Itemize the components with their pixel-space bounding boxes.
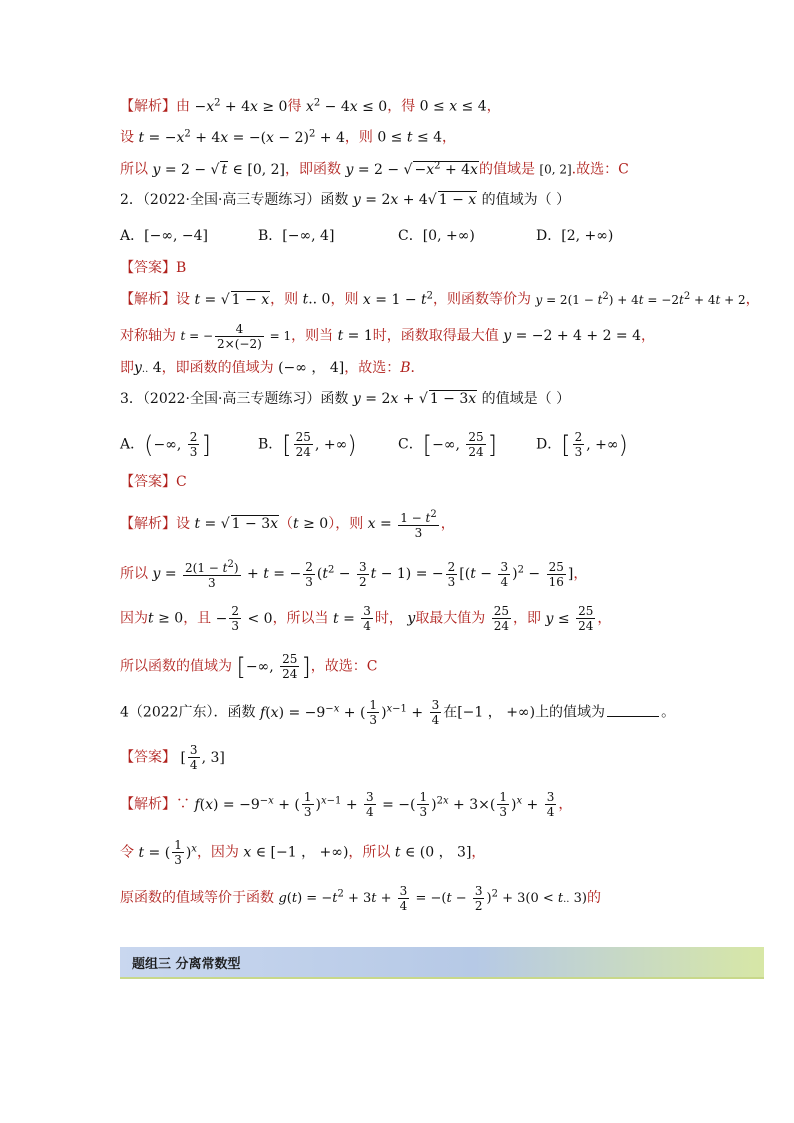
q2-solution-line-3: 即y.. 4，即函数的值域为 (−∞ ， 4]，故选：B． <box>120 360 425 376</box>
q3-solution-line-3: 因为t ≥ 0，且 − $\frac{2}{3}$ < 0，所以当 t = $\frac{3}{4}$ 时， y取最大值为 $\frac{25}{24}$ ，即 y ≤ $\frac{25}{24}$ ， <box>120 604 612 633</box>
q3-solution-line-4: 所以函数的值域为 [−∞, $\frac{25}{24}$ ]，故选：C <box>120 652 378 681</box>
section-header <box>120 947 764 979</box>
q2-solution-line-1: 【解析】设 t = √ 1 − x，则 t.. 0，则 $x = 1 - t^2$，则函数等价为 $y = 2(1 - t^2) + 4t = -2t^2 + 4t + 2$， <box>120 290 760 308</box>
q4-solution-line-1: 【解析】∵ $f(x) = -9^{-x}$ + ( $\frac{1}{3}$ )$^{x-1}$ + $\frac{3}{4}$ = −( $\frac{1}{3}$ )$^{2x}$ + 3×( $\frac{1}{3}$ )$^x$ + $\frac{3}{4}$ ， <box>120 790 573 819</box>
q4-solution-line-3: 原函数的值域等价于函数 $g(t) = -t^2 + 3t$ + $\frac{3}{4}$ = −(t − $\frac{3}{2}$ )$^2$ + 3(0 < t.. 3)的 <box>120 884 601 913</box>
solution-line-3: 所以 y = 2 − √ t ∈ [0, 2]，即函数 y = 2 − √ $-x^2 + 4x$的值域是 [0, 2].故选：C <box>120 160 629 178</box>
q2-option-a[interactable]: A．[−∞, −4] <box>120 228 208 244</box>
section-title: 题组三 分离常数型 <box>132 957 241 972</box>
solution-line-2: 设 $t = -x^2 + 4x = -(x - 2)^2 + 4$，则 0 ≤ t ≤ 4， <box>120 128 457 146</box>
q3-option-b[interactable]: B．[ $\frac{25}{24}$ , +∞) <box>258 430 357 459</box>
q4-solution-line-2: 令 t = ( $\frac{1}{3}$ )$^x$，因为 x ∈ [−1 ， +∞)，所以 t ∈ (0 ， 3]， <box>120 838 486 867</box>
q2-solution-line-2: 对称轴为 t = − $\frac{4}{2\times(-2)}$ = 1，则当 t = 1时，函数取得最大值 y = −2 + 4 + 2 = 4， <box>120 322 656 351</box>
q4-answer: 【答案】 [ $\frac{3}{4}$ , 3] <box>120 743 225 772</box>
q3-solution-line-2: 所以 y = $\frac{2(1 - t^2)}{3}$ + t = − $\frac{2}{3}$ ($t^2$ − $\frac{3}{2}$ t − 1) = − $\frac{2}{3}$ [(t − $\frac{3}{4}$ )$^2$ − $\frac{25}{16}$ ]， <box>120 559 588 590</box>
analysis-label: 【解析】 <box>120 98 176 115</box>
q3-answer: 【答案】C <box>120 474 187 490</box>
question-2-stem: 2．（2022·全国·高三专题练习）函数 y = 2x + 4√ 1 − x 的值域为（ ） <box>120 192 571 208</box>
q3-solution-line-1: 【解析】设 t = √ 1 − 3x（t ≥ 0），则 x = $\frac{1 - t^2}{3}$ ， <box>120 509 455 540</box>
question-3-stem: 3．（2022·全国·高三专题练习）函数 y = 2x + √ 1 − 3x 的值域是（ ） <box>120 391 571 407</box>
solution-line-1: 【解析】由 $-x^2 + 4x \ge 0$得 $x^2 - 4x \le 0$，得 0 ≤ x ≤ 4， <box>120 97 501 115</box>
math-inequality: $-x^2 + 4x \ge 0$ <box>194 97 288 115</box>
q3-option-d[interactable]: D．[ $\frac{2}{3}$ , +∞) <box>536 430 628 459</box>
q2-option-d[interactable]: D．[2, +∞) <box>536 228 614 244</box>
question-4-stem: 4（2022广东）．函数 $f(x) = -9^{-x}$ + ( $\frac{1}{3}$ )$^{x-1}$ + $\frac{3}{4}$ 在[−1 ， +∞)上的值域为 。 <box>120 698 676 727</box>
answer-blank[interactable] <box>607 704 659 717</box>
q2-option-c[interactable]: C．[0, +∞) <box>398 228 475 244</box>
q2-answer: 【答案】B <box>120 260 187 276</box>
q3-option-a[interactable]: A．(−∞, $\frac{2}{3}$ ] <box>120 430 211 459</box>
q2-option-b[interactable]: B．[−∞, 4] <box>258 228 335 244</box>
q3-option-c[interactable]: C．[−∞, $\frac{25}{24}$ ] <box>398 430 498 459</box>
